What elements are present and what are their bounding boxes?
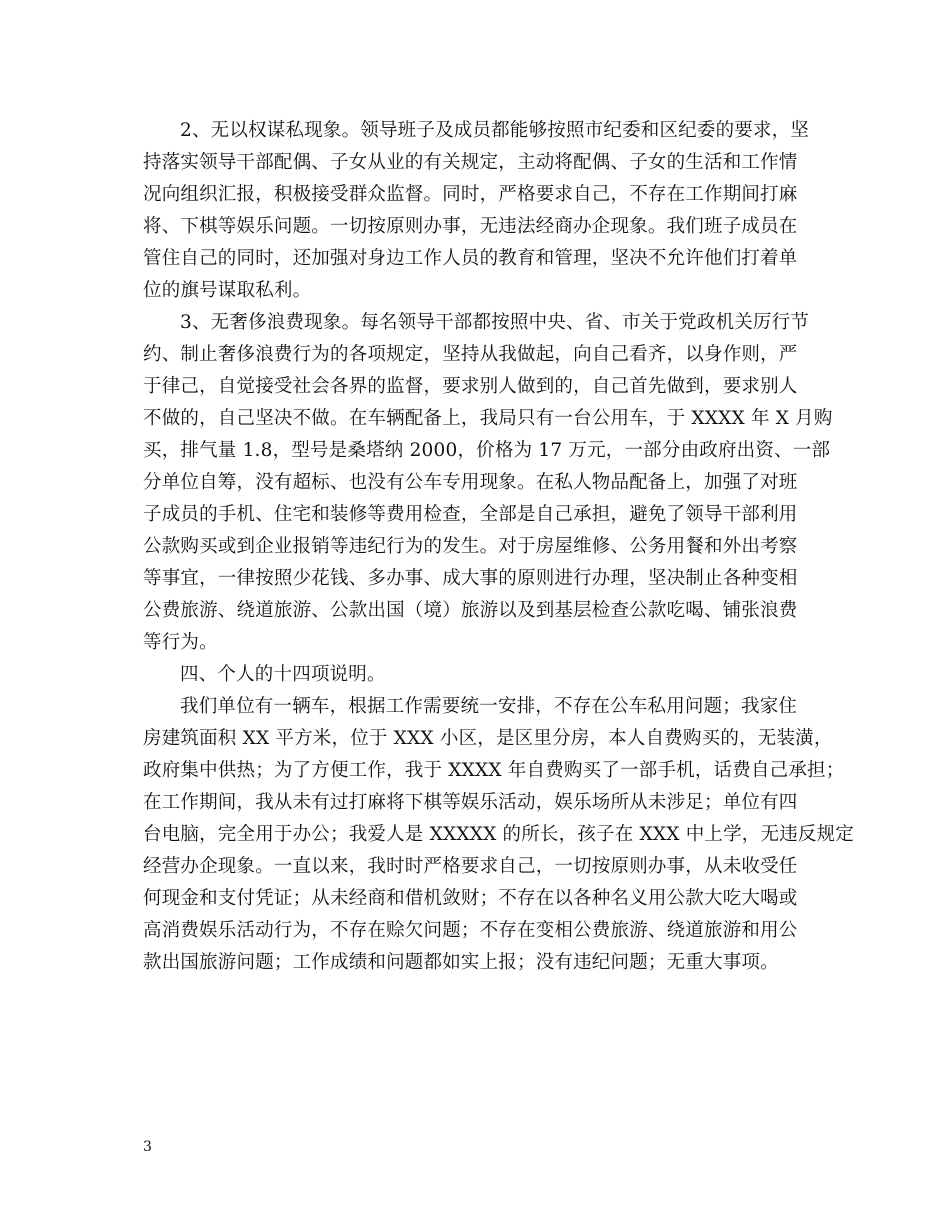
text-line: 四、个人的十四项说明。 bbox=[180, 664, 386, 685]
text-line: 房建筑面积 XX 平方米，位于 XXX 小区，是区里分房，本人自费购买的，无装潢， bbox=[143, 728, 833, 749]
text-line: 款出国旅游问题；工作成绩和问题都如实上报；没有违纪问题；无重大事项。 bbox=[143, 952, 779, 973]
text-line: 约、制止奢侈浪费行为的各项规定，坚持从我做起，向自己看齐，以身作则，严 bbox=[143, 344, 798, 365]
text-line: 何现金和支付凭证；从未经商和借机敛财；不存在以各种名义用公款大吃大喝或 bbox=[143, 888, 798, 909]
text-line: 2、无以权谋私现象。领导班子及成员都能够按照市纪委和区纪委的要求，坚 bbox=[180, 120, 810, 141]
page-number: 3 bbox=[143, 1139, 152, 1155]
paragraph-personal-statements bbox=[143, 691, 854, 979]
paragraph-no-abuse-of-power bbox=[143, 115, 818, 307]
text-line: 3、无奢侈浪费现象。每名领导干部都按照中央、省、市关于党政机关厉行节 bbox=[180, 312, 810, 333]
text-line: 公费旅游、绕道旅游、公款出国（境）旅游以及到基层检查公款吃喝、铺张浪费 bbox=[143, 600, 798, 621]
text-line: 买，排气量 1.8，型号是桑塔纳 2000，价格为 17 万元，一部分由政府出资、一部 bbox=[143, 440, 831, 461]
text-line: 我们单位有一辆车，根据工作需要统一安排，不存在公车私用问题；我家住 bbox=[180, 696, 798, 717]
document-body bbox=[143, 115, 854, 979]
text-line: 在工作期间，我从未有过打麻将下棋等娱乐活动，娱乐场所从未涉足；单位有四 bbox=[143, 792, 798, 813]
section-heading-personal-statements bbox=[143, 659, 818, 691]
paragraph-no-extravagance bbox=[143, 307, 833, 659]
text-line: 况向组织汇报，积极接受群众监督。同时，严格要求自己，不存在工作期间打麻 bbox=[143, 184, 798, 205]
text-line: 管住自己的同时，还加强对身边工作人员的教育和管理，坚决不允许他们打着单 bbox=[143, 248, 798, 269]
text-line: 经营办企现象。一直以来，我时时严格要求自己，一切按原则办事，从未收受任 bbox=[143, 856, 798, 877]
text-line: 等行为。 bbox=[143, 632, 218, 653]
text-line: 高消费娱乐活动行为，不存在赊欠问题；不存在变相公费旅游、绕道旅游和用公 bbox=[143, 920, 798, 941]
text-line: 子成员的手机、住宅和装修等费用检查，全部是自己承担，避免了领导干部利用 bbox=[143, 504, 798, 525]
text-line: 于律己，自觉接受社会各界的监督，要求别人做到的，自己首先做到，要求别人 bbox=[143, 376, 798, 397]
text-line: 持落实领导干部配偶、子女从业的有关规定，主动将配偶、子女的生活和工作情 bbox=[143, 152, 798, 173]
text-line: 等事宜，一律按照少花钱、多办事、成大事的原则进行办理，坚决制止各种变相 bbox=[143, 568, 798, 589]
text-line: 分单位自筹，没有超标、也没有公车专用现象。在私人物品配备上，加强了对班 bbox=[143, 472, 798, 493]
text-line: 台电脑，完全用于办公；我爱人是 XXXXX 的所长，孩子在 XXX 中上学，无违反规定 bbox=[143, 824, 854, 845]
text-line: 将、下棋等娱乐问题。一切按原则办事，无违法经商办企现象。我们班子成员在 bbox=[143, 216, 798, 237]
text-line: 公款购买或到企业报销等违纪行为的发生。对于房屋维修、公务用餐和外出考察 bbox=[143, 536, 798, 557]
text-line: 位的旗号谋取私利。 bbox=[143, 280, 312, 301]
text-line: 不做的，自己坚决不做。在车辆配备上，我局只有一台公用车，于 XXXX 年 X 月购 bbox=[143, 408, 833, 429]
text-line: 政府集中供热；为了方便工作，我于 XXXX 年自费购买了一部手机，话费自己承担； bbox=[143, 760, 845, 781]
